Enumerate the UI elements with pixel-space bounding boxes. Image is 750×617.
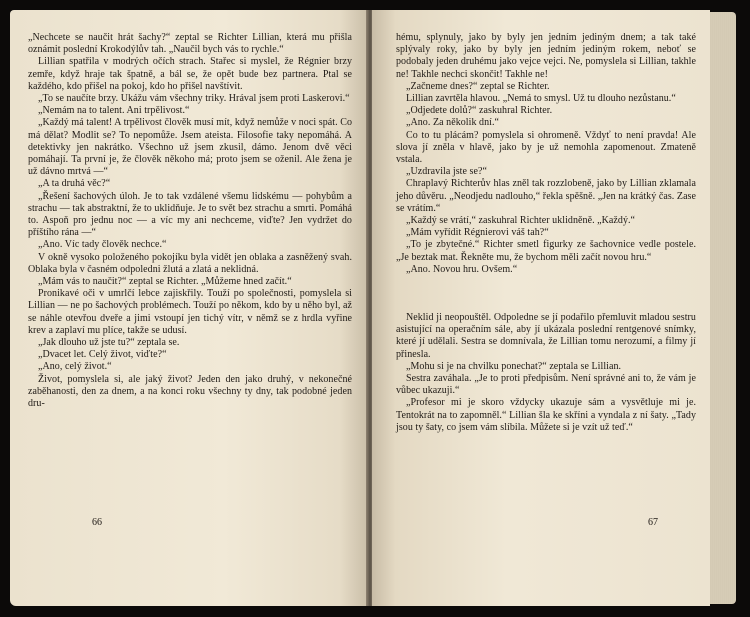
paragraph: „Ano. Novou hru. Ovšem.“ xyxy=(406,263,518,275)
paragraph: „To se naučíte brzy. Ukážu vám všechny triky. Hrával jsem proti Laskerovi.“ xyxy=(38,93,350,105)
paragraph: Lillian zavrtěla hlavou. „Nemá to smysl. Už tu dlouho nezůstanu.“ xyxy=(406,93,676,105)
paragraph: „Uzdravila jste se?“ xyxy=(406,166,487,178)
section-break xyxy=(396,276,696,312)
paragraph: „Nemám na to talent. Ani trpělivost.“ xyxy=(38,105,190,117)
paragraph: „Začneme dnes?“ zeptal se Richter. xyxy=(406,80,550,92)
page-number: 66 xyxy=(92,517,102,528)
paragraph: „A ta druhá věc?“ xyxy=(38,178,111,190)
left-page-text xyxy=(28,32,352,410)
paragraph: Chraplavý Richterův hlas zněl tak rozzlobeně, jako by Lillian zklamala jeho důvěru. „Neodjedu nadlouho,“ řekla spěšně. „Jen na krátký čas. Zase se vrátím.“ xyxy=(396,178,696,214)
paragraph: „Každý má talent! A trpělivost člověk musí mít, když nemůže v noci spát. Co má dělat? Modlit se? To nepomůže. Jsem ateista. Filosofie taky nepomáhá. A detektivky jen nakrátko. Všechno už jsem zkusil, dámo. Jenom dvě věci pomáhají. Ta první je, že člověk někoho má; proto jsem se oženil. Ale žena je už dávno mrtvá —“ xyxy=(28,117,352,178)
paragraph: Co to tu plácám? pomyslela si ohromeně. Vždyť to není pravda! Ale slova jí zněla v hlavě, jako by je už nemohla zapomenout. Zmateně vstala. xyxy=(396,129,696,166)
paragraph: Sestra zaváhala. „Je to proti předpisům. Není správné ani to, že vám je vůbec ukazuji.“ xyxy=(396,373,696,397)
paragraph: Neklid ji neopouštěl. Odpoledne se jí podařilo přemluvit mladou sestru asistující na operačním sále, aby jí ukázala poslední rentgenové snímky, které jí udělali. Sestra se domnívala, že Lillian tomu nerozumí, a filmy jí přinesla. xyxy=(396,312,696,360)
paragraph: „Jak dlouho už jste tu?“ zeptala se. xyxy=(38,337,180,349)
right-page xyxy=(372,10,710,606)
paragraph: „Ano. Za několik dní.“ xyxy=(406,117,500,129)
paragraph: „Mám vás to naučit?“ zeptal se Richter. „Můžeme hned začít.“ xyxy=(38,276,292,288)
paragraph: „Dvacet let. Celý život, viďte?“ xyxy=(38,349,167,361)
paragraph: hému, splynuly, jako by byly jen jedním jediným dnem; a tak také splývaly roky, jako by byly jen jedním jediným rokem, neboť se podobaly jeden druhému jako vejce vejci. Ne, pomyslela si Lillian, takhle ne! Takhle nechci skončit! Takhle ne! xyxy=(396,32,696,80)
paragraph: „Mám vyřídit Régnierovi váš tah?“ xyxy=(406,227,549,239)
paragraph: Pronikavé oči v umrlčí lebce zajiskřily. Touží po společnosti, pomyslela si Lillian — ne po šachových problémech. Touží po někom, kdo by u něho byl, až se náhle otevřou dveře a jimi vstoupí jen tichý vítr, v němž se z hrdla vyřine krev a zaplaví mu plíce, takže se udusí. xyxy=(28,288,352,336)
paragraph: „Každý se vrátí,“ zaskuhral Richter uklidněně. „Každý.“ xyxy=(406,215,636,227)
paragraph: „Profesor mi je skoro vždycky ukazuje sám a vysvětluje mi je. Tentokrát na to zapomněl.“ Lillian šla ke skříni a vyndala z ní šaty. „Tady jsou ty šaty, co jsem vám slíbila. Můžete si je vzít už teď.“ xyxy=(396,397,696,433)
paragraph: „Řešení šachových úloh. Je to tak vzdálené všemu lidskému — pohybům a strachu — tak abstraktní, že to uklidňuje. Je to svět bez strachu a smrti. Pomáhá to. Aspoň pro jednu noc — a víc my ani nechceme, viďte? Jen vydržet do příštího rána —“ xyxy=(28,190,352,239)
paragraph: „Ano, celý život.“ xyxy=(38,361,112,373)
paragraph: „Odjedete dolů?“ zaskuhral Richter. xyxy=(406,105,553,117)
page-edges xyxy=(710,12,736,604)
paragraph: „To je zbytečné.“ Richter smetl figurky ze šachovnice vedle postele. „Je beztak mat. Řekněte mu, že bychom měli začít novou hru.“ xyxy=(396,239,696,263)
left-page xyxy=(10,10,368,606)
paragraph: „Mohu si je na chvilku ponechat?“ zeptala se Lillian. xyxy=(406,360,622,372)
paragraph: „Ano. Víc tady člověk nechce.“ xyxy=(38,239,167,251)
right-page-text xyxy=(396,32,696,434)
paragraph: Lillian spatřila v modrých očích strach. Stařec si myslel, že Régnier brzy zemře, když hraje tak špatně, a bál se, že opět bude bez partnera. Ptal se každého, kdo přišel na pokoj, kdo ho přišel navštívit. xyxy=(28,56,352,92)
paragraph: Život, pomyslela si, ale jaký život? Jeden den jako druhý, v nekonečné zaběhanosti, den za dnem, a na konci roku všechny ty dny, tak podobné jeden dru- xyxy=(28,373,352,410)
paragraph: V okně vysoko položeného pokojíku byla vidět jen oblaka a zasněžený svah. Oblaka byla v časném odpoledni žlutá a zlatá a neklidná. xyxy=(28,251,352,275)
page-number: 67 xyxy=(648,517,658,528)
paragraph: „Nechcete se naučit hrát šachy?“ zeptal se Richter Lillian, která mu přišla oznámit poslední Krokodýlův tah. „Naučil bych vás to rychle.“ xyxy=(28,32,352,56)
